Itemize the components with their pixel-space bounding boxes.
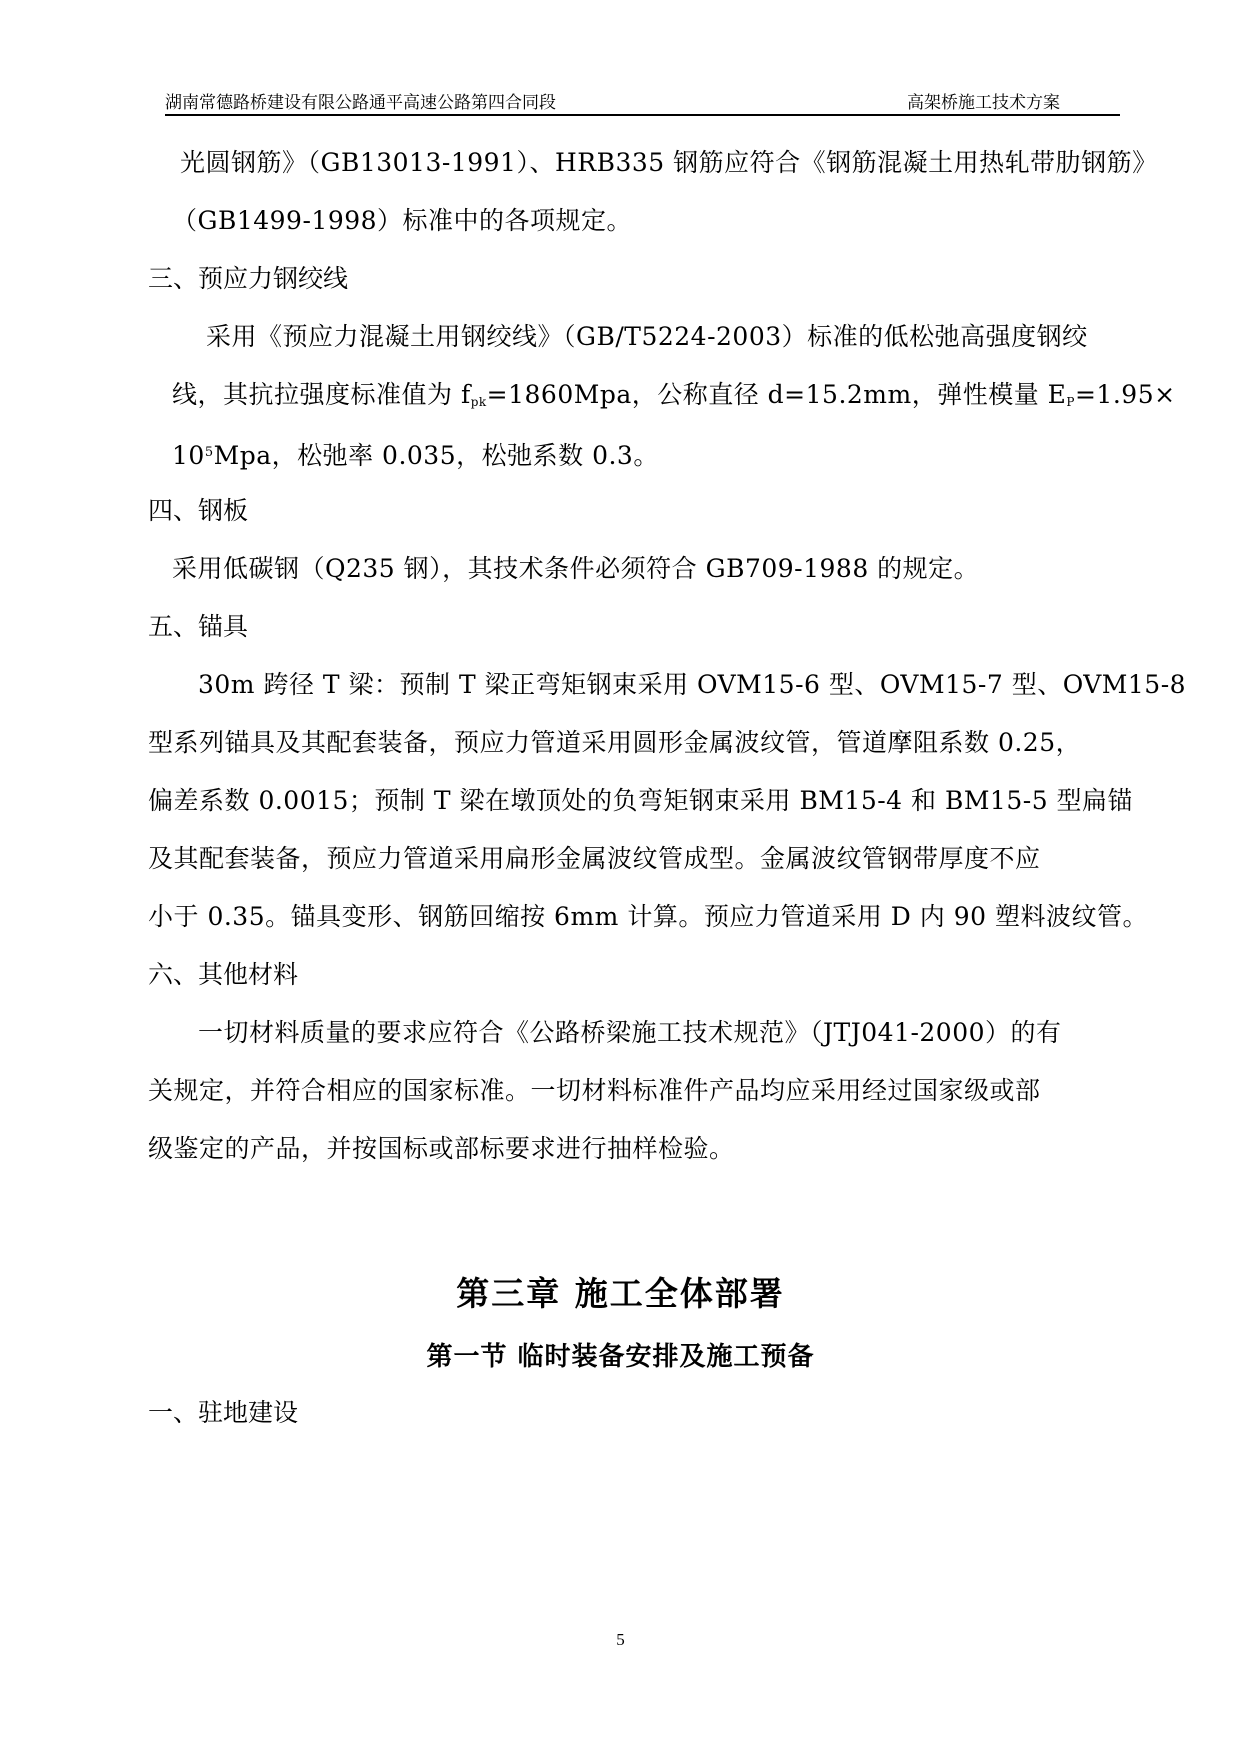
section-heading-prestress-strand: 三、预应力钢绞线 <box>148 264 349 293</box>
body-line: $10^5Mpa$，松弛率 0.035，松弛系数 0.3。 <box>172 441 659 470</box>
section-title: 第一节 临时装备安排及施工预备 <box>426 1342 815 1372</box>
header-document-title: 高架桥施工技术方案 <box>907 93 1060 113</box>
body-line: 及其配套装备，预应力管道采用扁形金属波纹管成型。金属波纹管钢带厚度不应 <box>148 844 1041 873</box>
body-line: 线，其抗拉强度标准值为 $f_{pk}=1860Mpa$，公称直径 d=15.2mm，弹性模量 $E_P=1.95\times$ <box>172 380 1176 409</box>
section-heading-steel-plate: 四、钢板 <box>148 496 249 525</box>
page-header <box>165 86 1120 116</box>
body-line: 采用低碳钢（Q235 钢），其技术条件必须符合 GB709-1988 的规定。 <box>172 554 980 583</box>
body-line: 光圆钢筋》（GB13013-1991）、HRB335 钢筋应符合《钢筋混凝土用热轧带肋钢筋》 <box>180 148 1158 177</box>
chapter-title: 第三章 施工全体部署 <box>456 1274 785 1313</box>
section-heading-anchorage: 五、锚具 <box>148 612 249 641</box>
body-line: 关规定，并符合相应的国家标准。一切材料标准件产品均应采用经过国家级或部 <box>148 1076 1041 1105</box>
body-line: 小于 0.35。锚具变形、钢筋回缩按 6mm 计算。预应力管道采用 D 内 90 塑料波纹管。 <box>148 902 1148 931</box>
body-line: 偏差系数 0.0015；预制 T 梁在墩顶处的负弯矩钢束采用 BM15-4 和 BM15-5 型扁锚 <box>148 786 1134 815</box>
body-line: 采用《预应力混凝土用钢绞线》（GB/T5224-2003）标准的低松弛高强度钢绞 <box>206 322 1088 351</box>
page-number: 5 <box>616 1630 625 1649</box>
header-project-name: 湖南常德路桥建设有限公路通平高速公路第四合同段 <box>165 93 556 113</box>
body-line: 型系列锚具及其配套装备，预应力管道采用圆形金属波纹管，管道摩阻系数 0.25， <box>148 728 1082 757</box>
body-line: 级鉴定的产品，并按国标或部标要求进行抽样检验。 <box>148 1134 735 1163</box>
section-heading-other-materials: 六、其他材料 <box>148 960 299 989</box>
sub-heading-camp-construction: 一、驻地建设 <box>148 1398 299 1427</box>
body-line: 30m 跨径 T 梁：预制 T 梁正弯矩钢束采用 OVM15-6 型、OVM15-7 型、OVM15-8 <box>198 670 1187 699</box>
body-line: （GB1499-1998）标准中的各项规定。 <box>172 206 633 235</box>
body-line: 一切材料质量的要求应符合《公路桥梁施工技术规范》（JTJ041-2000）的有 <box>198 1018 1062 1047</box>
